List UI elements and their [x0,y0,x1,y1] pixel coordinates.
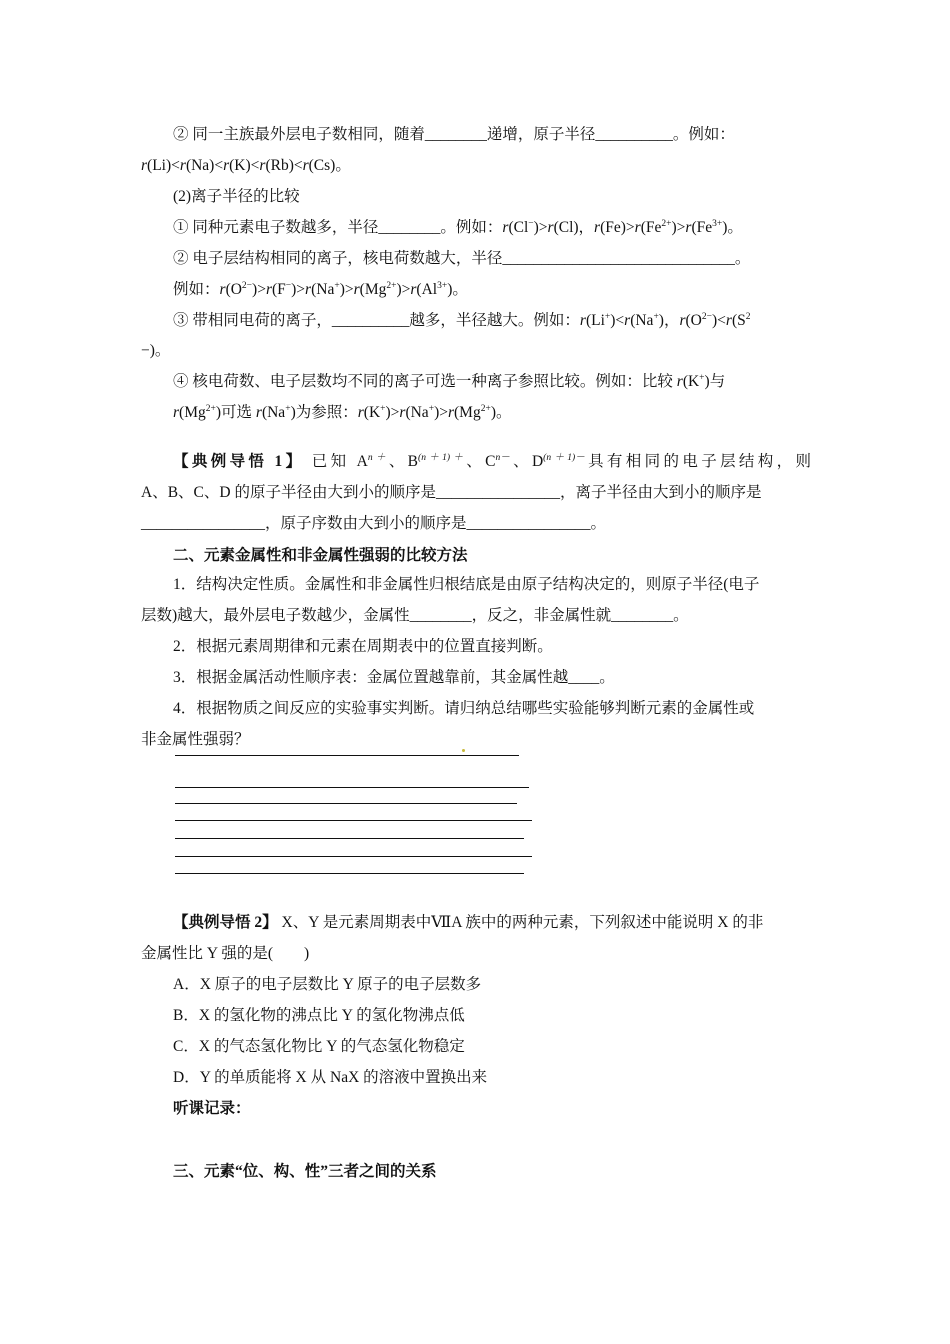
symbol-r: r [173,404,180,421]
superscript: 2− [241,281,253,291]
text-segment: )> [291,281,306,298]
text-segment: (Rb)< [265,157,303,174]
text-segment: (Mg [359,281,387,298]
symbol-r: r [265,281,272,298]
subheading: (2)离子半径的比较 [173,188,300,205]
text-segment: )> [533,219,548,236]
symbol-r: r [502,219,509,236]
text-segment: (K [682,373,700,390]
superscript: + [653,312,659,322]
symbol-r: r [357,404,364,421]
superscript: + [699,373,705,383]
superscript: 2+ [205,404,216,414]
text-segment: )， [658,312,680,329]
text-segment: (Cl [508,219,529,236]
symbol-r: r [579,312,586,329]
text-line: ② 同一主族最外层电子数相同，随着________递增，原子半径__________。例如： [173,126,735,143]
superscript: 2+ [480,404,491,414]
text-line [173,403,811,425]
text-segment: (Fe)> [600,219,635,236]
text-segment: (Fe [691,219,713,236]
section-heading: 二、元素金属性和非金属性强弱的比较方法 [173,547,468,564]
text-segment: (F [271,281,286,298]
example-label: 【典例导悟 2】 [173,914,278,931]
superscript: n－ [495,453,510,463]
symbol-r: r [547,219,554,236]
example-2-line [173,913,811,933]
option-a[interactable]: A．X 原子的电子层数比 Y 原子的电子层数多 [173,976,482,993]
text-segment: (Fe [640,219,662,236]
text-segment: (Cs)。 [308,157,351,174]
example-label: 【典例导悟 1】 [173,453,305,470]
text-line [173,311,811,333]
text-segment: )> [339,281,354,298]
example-1-line [173,452,811,474]
symbol-r: r [634,219,641,236]
symbol-r: r [179,157,186,174]
text-segment: )> [252,281,266,298]
symbol-r: r [410,281,417,298]
text-segment: )。 [490,404,512,421]
superscript: + [334,281,340,291]
text-segment: (K)< [229,157,260,174]
text-segment: (Na [630,312,654,329]
superscript: n＋ [367,453,389,463]
text-segment: )< [610,312,625,329]
symbol-r: r [399,404,406,421]
answer-line[interactable] [175,873,524,874]
answer-line[interactable] [175,838,524,839]
text-line [173,372,811,394]
text-segment: (Na [261,404,286,421]
text-segment: ① 同种元素电子数越多，半径________。例如： [173,219,503,236]
text-segment: (O [225,281,242,298]
option-b[interactable]: B．X 的氢化物的沸点比 Y 的氢化物沸点低 [173,1007,465,1024]
text-segment: (S [731,312,746,329]
text-segment: (Al [416,281,438,298]
text-segment: 、B [388,453,419,470]
symbol-r: r [302,157,309,174]
text-segment: (Na [311,281,335,298]
text-line: 3．根据金属活动性顺序表：金属位置越靠前，其金属性越____。 [173,669,615,686]
text-segment: (Li)< [147,157,180,174]
section-heading: 三、元素“位、构、性”三者之间的关系 [173,1163,437,1180]
text-segment: 、C [466,453,496,470]
option-d[interactable]: D．Y 的单质能将 X 从 NaX 的溶液中置换出来 [173,1069,488,1086]
text-segment: )为参照： [290,404,358,421]
text-segment: )> [671,219,686,236]
answer-line[interactable] [175,856,532,857]
text-segment: X、Y 是元素周期表中ⅦA 族中的两种元素，下列叙述中能说明 X 的非 [277,914,764,931]
superscript: − [285,281,292,291]
text-segment: (Li [585,312,605,329]
superscript: − [528,219,534,229]
text-line [173,218,811,240]
text-line [141,156,811,176]
superscript: + [604,312,611,322]
symbol-r: r [353,281,360,298]
superscript: 2+ [386,281,397,291]
text-segment: 、D [509,453,544,470]
text-segment: )。 [722,219,743,236]
superscript: 2 [745,312,751,322]
text-segment: )可选 [215,404,256,421]
text-segment: ③ 带相同电荷的离子，__________越多，半径越大。例如： [173,312,580,329]
text-line: ________________，原子序数由大到小的顺序是________________。 [141,515,607,532]
speck-mark [462,749,465,752]
symbol-r: r [305,281,312,298]
symbol-r: r [259,157,266,174]
answer-line[interactable] [175,755,519,756]
text-segment: (Mg [179,404,206,421]
symbol-r: r [725,312,732,329]
text-line: A、B、C、D 的原子半径由大到小的顺序是________________，离子半径由大到小的顺序是 [141,484,762,501]
text-line: 金属性比 Y 强的是( ) [141,945,310,962]
notes-label: 听课记录： [173,1100,251,1117]
superscript: (n＋1)＋ [418,453,467,463]
text-segment: (Na [405,404,429,421]
answer-line[interactable] [175,803,517,804]
symbol-r: r [676,373,683,390]
symbol-r: r [223,157,230,174]
text-line: 4．根据物质之间反应的实验事实判断。请归纳总结哪些实验能够判断元素的金属性或 [173,700,755,717]
text-segment: (O [685,312,702,329]
option-c[interactable]: C．X 的气态氢化物比 Y 的气态氢化物稳定 [173,1038,465,1055]
superscript: 2+ [661,219,672,229]
text-segment: )< [711,312,726,329]
text-segment: 具有相同的电子层结构，则 [584,453,811,470]
text-segment: ④ 核电荷数、电子层数均不同的离子可选一种离子参照比较。例如：比较 [173,373,677,390]
symbol-r: r [219,281,226,298]
text-line: 2．根据元素周期律和元素在周期表中的位置直接判断。 [173,638,553,655]
text-line: ② 电子层结构相同的离子，核电荷数越大，半径______________________________。 [173,250,751,267]
superscript: (n＋1)－ [543,453,585,463]
text-segment: (Mg [454,404,481,421]
symbol-r: r [624,312,631,329]
text-line: 1．结构决定性质。金属性和非金属性归根结底是由原子结构决定的，则原子半径(电子 [173,576,760,593]
symbol-r: r [447,404,455,421]
text-segment: )> [385,404,400,421]
text-line: −)。 [141,342,171,359]
superscript: 3+ [712,219,723,229]
answer-line[interactable] [175,787,529,788]
superscript: + [285,404,291,414]
symbol-r: r [594,219,601,236]
superscript: + [380,404,386,414]
text-segment: (K [363,404,381,421]
text-segment: (Cl)， [553,219,595,236]
text-segment: )> [434,404,448,421]
answer-line[interactable] [175,820,532,821]
superscript: 3+ [437,281,448,291]
text-segment: (Na)< [185,157,224,174]
symbol-r: r [141,157,148,174]
text-segment: )> [396,281,411,298]
text-line: 层数)越大，最外层电子数越少，金属性________，反之，非金属性就________。 [141,607,689,624]
text-segment: 已知 A [304,453,368,470]
symbol-r: r [679,312,686,329]
text-line: 非金属性强弱？ [141,731,250,748]
superscript: 2− [701,312,712,322]
text-segment: 例如： [173,281,220,298]
text-line [173,280,811,302]
text-segment: )与 [704,373,726,390]
superscript: + [428,404,435,414]
text-segment: )。 [447,281,468,298]
symbol-r: r [255,404,262,421]
symbol-r: r [685,219,692,236]
